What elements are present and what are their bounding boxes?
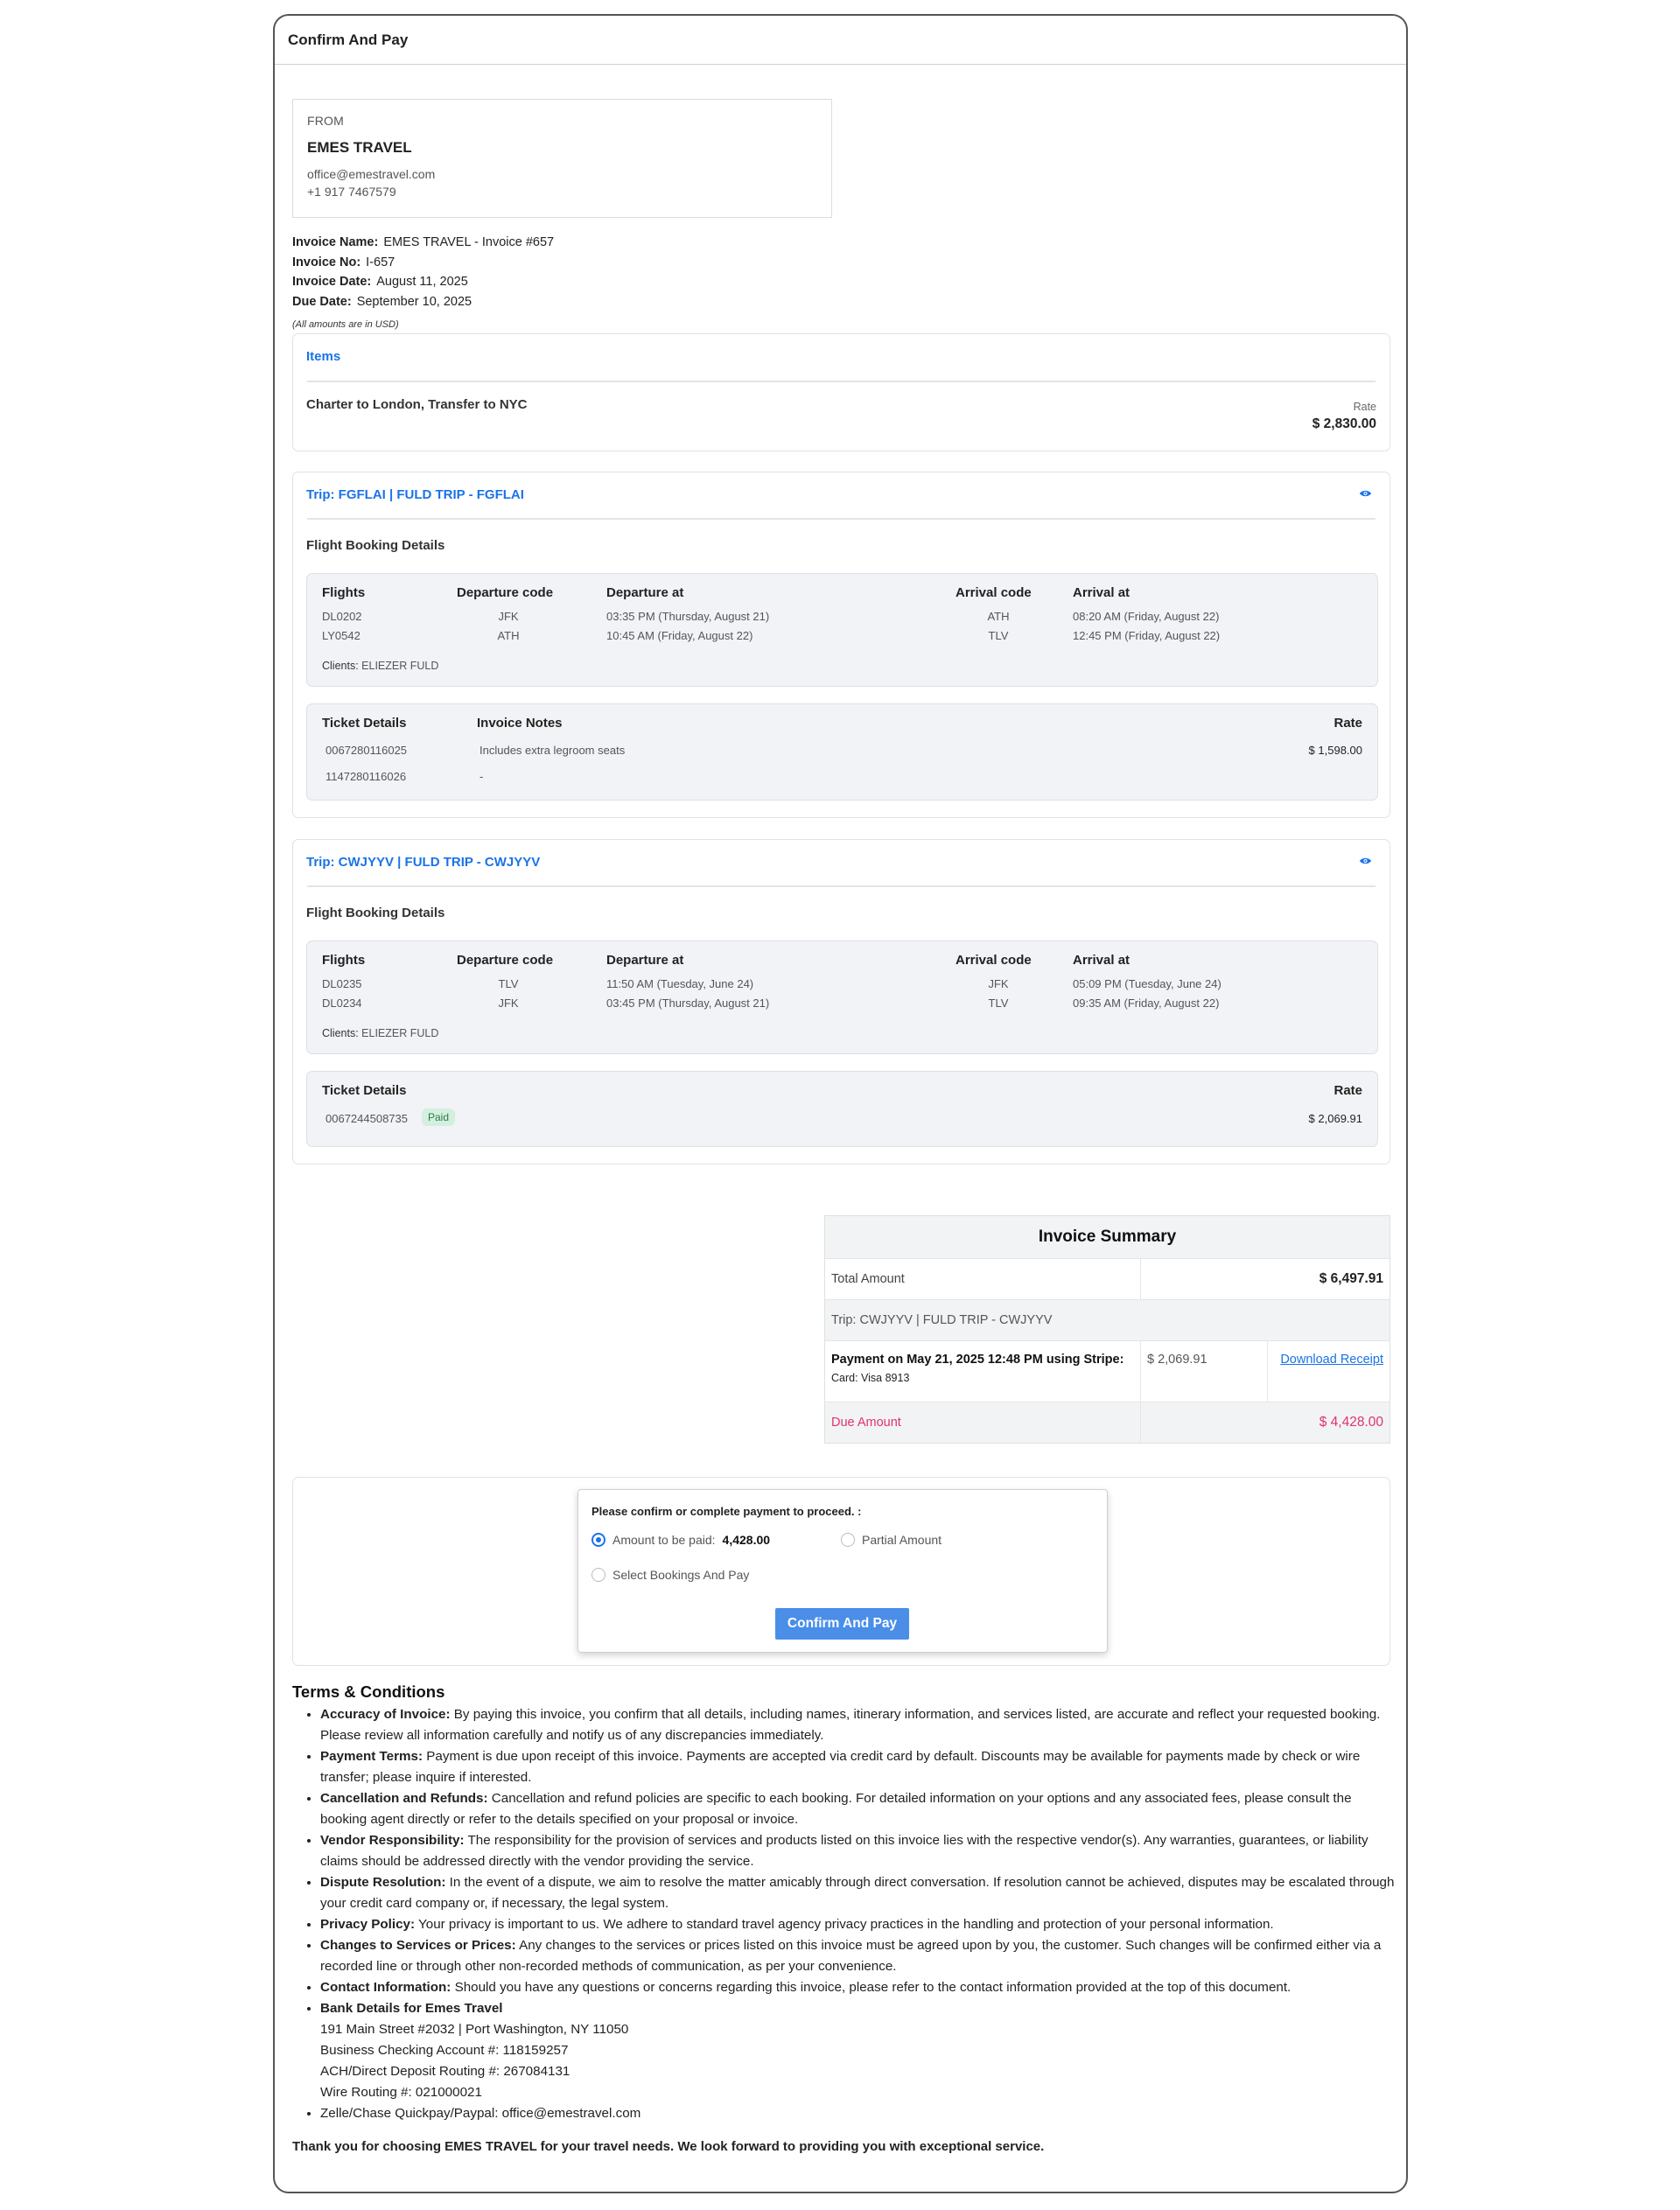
flight-number: DL0202 (322, 610, 362, 623)
summary-trip-label: Trip: CWJYYV | FULD TRIP - CWJYYV (831, 1313, 1053, 1327)
item-rate-label: Rate (1353, 401, 1376, 413)
status-badge: Paid (422, 1108, 455, 1126)
invoice-card (273, 14, 1408, 2193)
invoice-no-label: Invoice No: (292, 255, 361, 269)
due-label: Due Amount (825, 1402, 1141, 1443)
payment-panel (292, 1477, 1390, 1666)
summary-title: Invoice Summary (825, 1216, 1390, 1258)
terms-item (320, 1704, 1395, 1746)
col-arrival-code: Arrival code (956, 953, 1032, 968)
flight-number: DL0234 (322, 997, 362, 1010)
col-ticket-details: Ticket Details (322, 716, 407, 731)
flights-table (306, 573, 1378, 687)
clients (322, 660, 438, 672)
item-rate: $ 2,830.00 (1312, 416, 1376, 431)
company-name: EMES TRAVEL (307, 139, 412, 156)
terms-list (320, 1704, 1395, 2124)
flight-number: DL0235 (322, 977, 362, 990)
col-departure-at: Departure at (606, 953, 684, 968)
bank-account: Business Checking Account #: 118159257 (320, 2043, 569, 2058)
bank-label: Bank Details for Emes Travel (320, 2001, 503, 2016)
payment-card: Card: Visa 8913 (831, 1372, 910, 1384)
terms-item-text: Your privacy is important to us. We adhere to standard travel agency privacy practices in the handling and protection of your personal information. (418, 1917, 1274, 1932)
clients-value: ELIEZER FULD (361, 660, 439, 672)
invoice-name: EMES TRAVEL - Invoice #657 (383, 235, 555, 249)
payment-prompt: Please confirm or complete payment to proceed. : (592, 1505, 862, 1518)
page-title: Confirm And Pay (275, 16, 1406, 65)
ticket-number: 0067244508735 (326, 1112, 408, 1125)
usd-note: (All amounts are in USD) (292, 319, 399, 330)
departure-at: 03:35 PM (Thursday, August 21) (606, 610, 770, 623)
radio-icon[interactable] (841, 1533, 855, 1547)
arrival-code: JFK (988, 977, 1009, 990)
terms-item-text: Cancellation and refund policies are specific to each booking. For detailed information on your options and any associated fees, please consult the booking agent directly or refer to the details specified on your proposal or invoice. (320, 1791, 1352, 1827)
terms-section (292, 1682, 1395, 2158)
clients-label: Clients: (322, 660, 359, 672)
due-amount: $ 4,428.00 (1319, 1415, 1383, 1430)
option-partial-label: Partial Amount (862, 1533, 942, 1547)
due-date-label: Due Date: (292, 294, 352, 309)
col-flights: Flights (322, 953, 366, 968)
col-arrival-at: Arrival at (1073, 585, 1130, 600)
col-flights: Flights (322, 585, 366, 600)
terms-item (320, 1830, 1395, 1872)
total-row (825, 1258, 1390, 1299)
from-box (292, 99, 832, 218)
terms-item-label: Payment Terms: (320, 1749, 424, 1764)
flight-booking-heading: Flight Booking Details (306, 538, 445, 553)
bank-ach-routing: ACH/Direct Deposit Routing #: 267084131 (320, 2064, 570, 2079)
option-full-amount[interactable] (592, 1533, 770, 1547)
terms-item-label: Accuracy of Invoice: (320, 1707, 451, 1722)
arrival-at: 05:09 PM (Tuesday, June 24) (1073, 977, 1222, 990)
radio-icon[interactable] (592, 1568, 606, 1582)
invoice-note: - (480, 770, 484, 783)
ticket-number: 0067280116025 (326, 744, 408, 757)
flight-booking-heading: Flight Booking Details (306, 906, 445, 920)
terms-item-label: Contact Information: (320, 1980, 452, 1995)
items-panel (292, 333, 1390, 451)
divider (307, 381, 1376, 382)
arrival-at: 09:35 AM (Friday, August 22) (1073, 997, 1220, 1010)
arrival-code: TLV (988, 997, 1009, 1010)
terms-item-text: Payment is due upon receipt of this invoice. Payments are accepted via credit card by default. Discounts may be available for payments made by check or wire transfer; please inquire if interested. (320, 1749, 1361, 1785)
bank-address: 191 Main Street #2032 | Port Washington, NY 11050 (320, 2022, 629, 2037)
arrival-code: ATH (987, 610, 1010, 623)
invoice-summary (824, 1215, 1390, 1444)
divider (307, 885, 1376, 887)
departure-code: JFK (498, 610, 519, 623)
terms-item (320, 1746, 1395, 1788)
total-label: Total Amount (825, 1259, 1141, 1299)
departure-at: 03:45 PM (Thursday, August 21) (606, 997, 770, 1010)
terms-item-text: In the event of a dispute, we aim to resolve the matter amicably through direct conversation. If resolution cannot be achieved, disputes may be escalated through your credit card company or, if necessary, the legal system. (320, 1875, 1395, 1911)
invoice-date-label: Invoice Date: (292, 275, 372, 289)
terms-item (320, 1935, 1395, 1977)
terms-item-label: Privacy Policy: (320, 1917, 416, 1932)
col-arrival-code: Arrival code (956, 585, 1032, 600)
col-departure-at: Departure at (606, 585, 684, 600)
departure-code: JFK (498, 997, 519, 1010)
col-rate: Rate (1334, 716, 1362, 731)
option-full-label: Amount to be paid: (612, 1533, 716, 1547)
clients-value: ELIEZER FULD (361, 1027, 439, 1039)
terms-item-label: Dispute Resolution: (320, 1875, 446, 1890)
terms-item (320, 1872, 1395, 1914)
trip-panel-2 (292, 839, 1390, 1164)
terms-item-text: Any changes to the services or prices listed on this invoice must be agreed upon by you, the customer. Such changes will be confirmed either via a recorded line or through other non-recorded methods of communication, as per your convenience. (320, 1938, 1382, 1974)
invoice-no: I-657 (366, 255, 396, 269)
arrival-at: 08:20 AM (Friday, August 22) (1073, 610, 1220, 623)
terms-title: Terms & Conditions (292, 1682, 445, 1701)
terms-item-text: By paying this invoice, you confirm that all details, including names, itinerary information, and services listed, are accurate and reflect your requested booking. Please review all information carefully and notify us of any discrepancies immediately. (320, 1707, 1381, 1743)
arrival-code: TLV (988, 629, 1009, 642)
option-partial-amount[interactable] (841, 1533, 942, 1547)
trip-row (825, 1299, 1390, 1340)
clients (322, 1027, 438, 1039)
terms-item (320, 1914, 1395, 1935)
terms-item-label: Changes to Services or Prices: (320, 1938, 516, 1953)
items-title: Items (306, 349, 341, 364)
payment-info (825, 1341, 1141, 1402)
departure-at: 10:45 AM (Friday, August 22) (606, 629, 753, 642)
col-departure-code: Departure code (457, 953, 554, 968)
eye-icon[interactable] (1359, 857, 1372, 865)
col-departure-code: Departure code (457, 585, 554, 600)
terms-item (320, 1977, 1395, 1998)
tickets-table (306, 1071, 1378, 1147)
company-email: office@emestravel.com (307, 167, 436, 181)
total-amount: $ 6,497.91 (1319, 1271, 1383, 1286)
invoice-date: August 11, 2025 (376, 275, 468, 289)
confirm-pay-button[interactable]: Confirm And Pay (775, 1608, 909, 1640)
trip-title: Trip: CWJYYV | FULD TRIP - CWJYYV (306, 855, 541, 870)
arrival-at: 12:45 PM (Friday, August 22) (1073, 629, 1221, 642)
ticket-number: 1147280116026 (326, 770, 407, 783)
terms-item-label: Vendor Responsibility: (320, 1833, 465, 1848)
download-receipt-link[interactable]: Download Receipt (1280, 1353, 1383, 1367)
closing-message: Thank you for choosing EMES TRAVEL for your travel needs. We look forward to providing you with exceptional service. (292, 2139, 1045, 2154)
trip-title: Trip: FGFLAI | FULD TRIP - FGFLAI (306, 487, 524, 502)
flights-table (306, 941, 1378, 1054)
departure-code: TLV (498, 977, 519, 990)
departure-code: ATH (497, 629, 520, 642)
zelle-info: • Zelle/Chase Quickpay/Paypal: office@emestravel.com (320, 2103, 1395, 2124)
bank-wire-routing: Wire Routing #: 021000021 (320, 2085, 482, 2100)
col-invoice-notes: Invoice Notes (477, 716, 563, 731)
terms-item-label: Cancellation and Refunds: (320, 1791, 488, 1806)
terms-item-text: Should you have any questions or concerns regarding this invoice, please refer to the contact information provided at the top of this document. (454, 1980, 1292, 1995)
option-select-bookings[interactable] (592, 1568, 749, 1582)
ticket-rate: $ 1,598.00 (1308, 744, 1362, 757)
payment-row (825, 1340, 1390, 1402)
company-phone: +1 917 7467579 (307, 185, 396, 199)
terms-item-text: The responsibility for the provision of services and products listed on this invoice lies with the respective vendor(s). Any warranties, guarantees, or liability claims should be addressed directly with the vendor providing the service. (320, 1833, 1368, 1869)
terms-item (320, 1788, 1395, 1830)
flight-number: LY0542 (322, 629, 360, 642)
trip-panel-1 (292, 472, 1390, 818)
col-rate: Rate (1334, 1083, 1362, 1098)
tickets-table (306, 703, 1378, 801)
due-row (825, 1402, 1390, 1443)
option-select-label: Select Bookings And Pay (612, 1568, 750, 1582)
col-arrival-at: Arrival at (1073, 953, 1130, 968)
payment-amount: $ 2,069.91 (1141, 1341, 1268, 1402)
payment-label: Payment on May 21, 2025 12:48 PM using Stripe: (831, 1353, 1124, 1367)
from-label: FROM (307, 114, 345, 128)
radio-selected-icon[interactable] (592, 1533, 606, 1547)
invoice-note: Includes extra legroom seats (480, 744, 626, 757)
divider (307, 518, 1376, 520)
item-description: Charter to London, Transfer to NYC (306, 397, 528, 412)
eye-icon[interactable] (1359, 489, 1372, 498)
option-full-value: 4,428.00 (722, 1533, 771, 1547)
payment-form (578, 1489, 1108, 1653)
invoice-meta (292, 233, 554, 311)
ticket-rate: $ 2,069.91 (1308, 1112, 1362, 1125)
departure-at: 11:50 AM (Tuesday, June 24) (606, 977, 754, 990)
due-date: September 10, 2025 (356, 294, 472, 309)
invoice-name-label: Invoice Name: (292, 235, 379, 249)
clients-label: Clients: (322, 1027, 359, 1039)
bank-details (320, 1998, 1395, 2103)
col-ticket-details: Ticket Details (322, 1083, 407, 1098)
